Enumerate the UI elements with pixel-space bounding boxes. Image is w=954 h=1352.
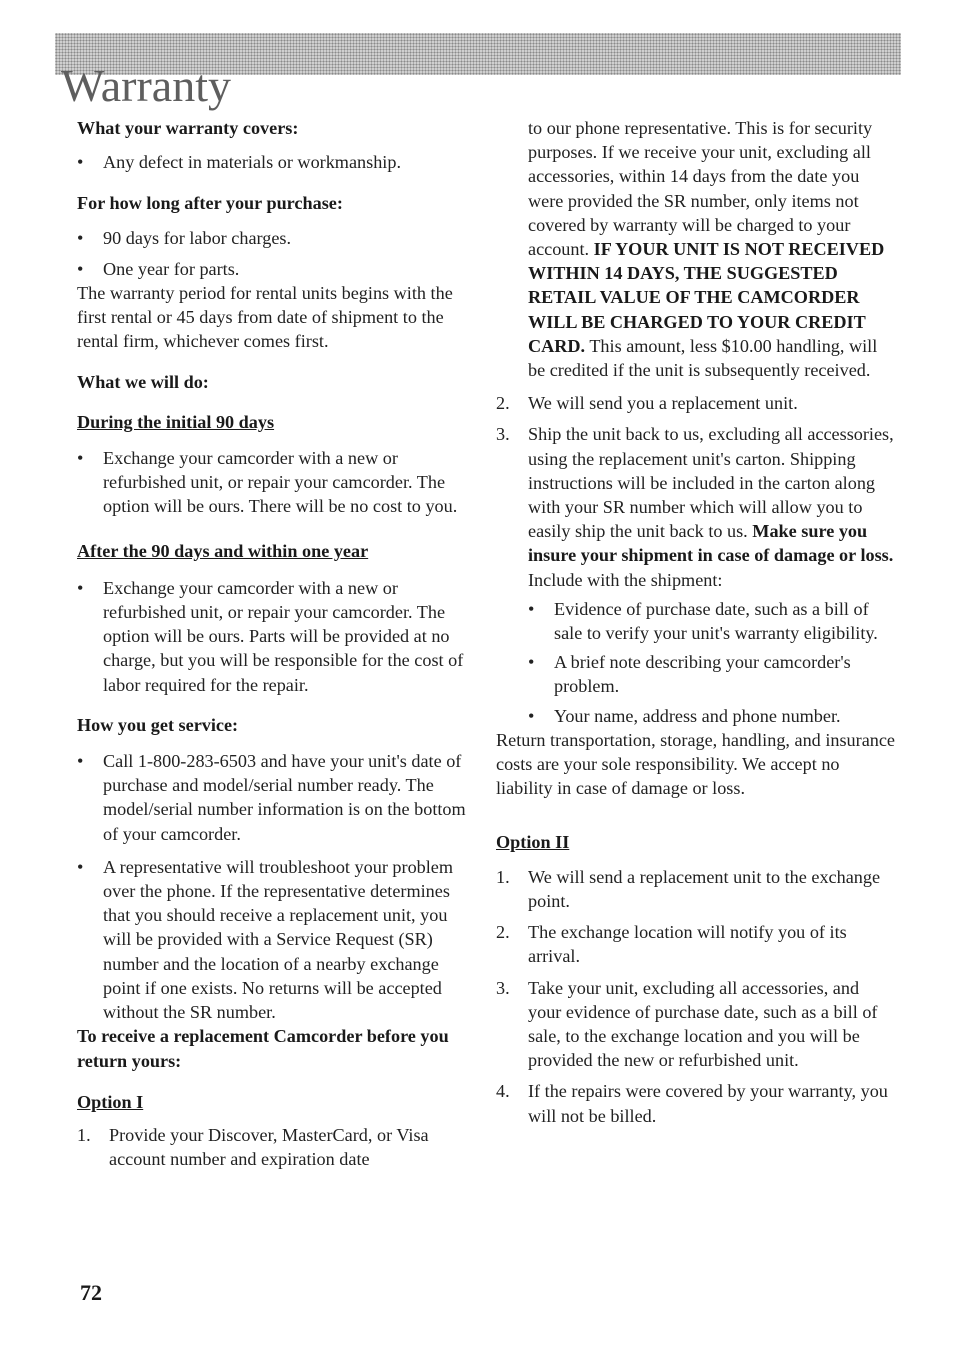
option1-item-provide: Provide your Discover, MasterCard, or Visa account number and expiration date — [109, 1124, 429, 1170]
bullet-icon: • — [77, 152, 84, 173]
howlong-item-labor: 90 days for labor charges. — [103, 227, 292, 248]
return-costs-paragraph: Return transportation, storage, handling, and insurance costs are your sole responsibility. We accept no liability in case of damage or loss. — [496, 729, 896, 799]
list-item — [77, 576, 472, 697]
list-item — [77, 150, 472, 174]
option2-heading: Option II — [496, 832, 570, 853]
list-item — [496, 865, 896, 913]
option1-item-ship: Ship the unit back to us, excluding all accessories, using the replacement unit's carton. Shipping instructions will be included in the carton along with your SR number which will allow you to easily ship the unit back to us. — [528, 424, 894, 542]
list-item — [77, 1123, 472, 1171]
willdo-heading: What we will do: — [77, 371, 209, 392]
rental-paragraph: The warranty period for rental units begins with the first rental or 45 days from date of shipment to the rental firm, whichever comes first. — [77, 283, 453, 352]
credit-card-warning: IF YOUR UNIT IS NOT RECEIVED WITHIN 14 DAYS, THE SUGGESTED RETAIL VALUE OF THE CAMCORDER WILL BE CHARGED TO YOUR CREDIT CARD. — [528, 239, 885, 356]
option1-item-send: We will send you a replacement unit. — [528, 393, 798, 414]
list-item — [496, 920, 896, 968]
option2-item-take: Take your unit, excluding all accessories, and your evidence of purchase date, such as a bill of sale, to the exchange location and you will be provided the new or refurbished unit. — [528, 977, 878, 1071]
option1-heading: Option I — [77, 1091, 144, 1112]
list-item — [496, 1079, 896, 1127]
list-item — [77, 226, 472, 250]
list-item — [528, 597, 896, 645]
option2-item-notify: The exchange location will notify you of its arrival. — [528, 922, 847, 967]
replace-heading: To receive a replacement Camcorder before you return yours: — [77, 1026, 449, 1071]
list-item — [496, 422, 896, 591]
list-number: 3. — [496, 424, 510, 445]
bullet-icon: • — [77, 448, 84, 469]
include-text: Include with the shipment: — [528, 569, 723, 590]
list-item — [77, 257, 472, 281]
bullet-icon: • — [77, 577, 84, 598]
initial-item: Exchange your camcorder with a new or refurbished unit, or repair your camcorder. The option will be ours. There will be no cost to you. — [103, 448, 458, 517]
list-number: 1. — [496, 866, 510, 887]
list-number: 2. — [496, 393, 510, 414]
list-item — [496, 976, 896, 1073]
page-number: 72 — [80, 1280, 102, 1305]
service-heading: How you get service: — [77, 714, 239, 735]
list-number: 1. — [77, 1124, 91, 1145]
service-item-call: Call 1-800-283-6503 and have your unit's date of purchase and model/serial number ready. The model/serial number information is on the bottom of your camcorder. — [103, 751, 466, 844]
include-note: A brief note describing your camcorder's problem. — [554, 652, 851, 697]
bullet-icon: • — [77, 227, 84, 248]
list-item — [77, 749, 472, 846]
insure-warning: Make sure you insure your shipment in case of damage or loss. — [528, 521, 894, 566]
bullet-icon: • — [528, 705, 535, 726]
covers-heading: What your warranty covers: — [77, 118, 299, 138]
list-number: 2. — [496, 922, 510, 943]
howlong-heading: For how long after your purchase: — [77, 193, 343, 214]
option1-continuation — [496, 116, 896, 382]
list-item — [528, 704, 896, 728]
list-number: 4. — [496, 1081, 510, 1102]
list-item — [496, 391, 896, 415]
include-contact: Your name, address and phone number. — [554, 705, 841, 726]
after-item: Exchange your camcorder with a new or refurbished unit, or repair your camcorder. The option will be ours. Parts will be provided at no charge, but you will be responsible for the cost of labor required for the repair. — [103, 577, 464, 695]
bullet-icon: • — [528, 652, 535, 673]
continued-text: to our phone representative. This is for security purposes. If we receive your unit, excluding all accessories, within 14 days from the date you were provided the SR number, only items not covered by warranty will be charged to your account. — [528, 118, 873, 260]
covers-item: Any defect in materials or workmanship. — [103, 152, 401, 173]
list-item — [77, 855, 472, 1024]
title-banner — [55, 33, 901, 111]
handling-credit-text: This amount, less $10.00 handling, will be credited if the unit is subsequently received. — [528, 335, 878, 381]
list-item — [77, 446, 472, 519]
list-number: 3. — [496, 977, 510, 998]
howlong-item-parts: One year for parts. — [103, 258, 240, 279]
initial-heading: During the initial 90 days — [77, 411, 275, 432]
option2-item-billing: If the repairs were covered by your warranty, you will not be billed. — [528, 1081, 888, 1126]
right-column — [496, 116, 896, 1128]
service-item-representative: A representative will troubleshoot your problem over the phone. If the representative determines that you should receive a replacement unit, you will be provided with a Service Request (SR) number and the location of a nearby exchange point if one exists. No returns will be accepted without the SR number. — [103, 856, 454, 1023]
list-item — [528, 650, 896, 698]
bullet-icon: • — [77, 751, 84, 772]
bullet-icon: • — [528, 598, 535, 619]
left-column — [77, 116, 472, 1171]
option2-item-send: We will send a replacement unit to the exchange point. — [528, 866, 881, 911]
after-heading: After the 90 days and within one year — [77, 540, 369, 561]
bullet-icon: • — [77, 856, 84, 877]
page-title: Warranty — [61, 59, 231, 111]
bullet-icon: • — [77, 258, 84, 279]
include-evidence: Evidence of purchase date, such as a bill of sale to verify your unit's warranty eligibility. — [554, 598, 878, 644]
